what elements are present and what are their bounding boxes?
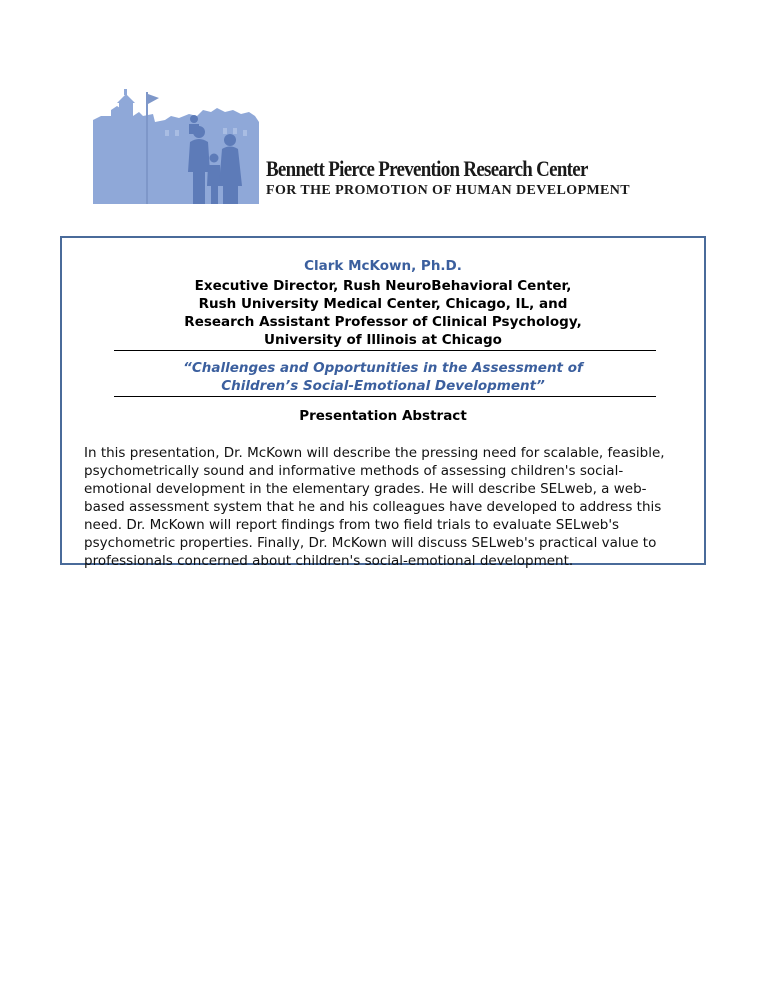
abstract-line: psychometric properties. Finally, Dr. McKown will discuss SELweb's practical value to: [84, 535, 657, 551]
abstract-line: In this presentation, Dr. McKown will describe the pressing need for scalable, feasible,: [84, 445, 665, 461]
divider-top: [114, 350, 656, 351]
divider-bottom: [114, 396, 656, 397]
abstract-body: [84, 444, 694, 570]
talk-title-line: “Challenges and Opportunities in the Assessment of: [183, 360, 583, 376]
organization-header: [93, 86, 631, 206]
organization-tagline: FOR THE PROMOTION OF HUMAN DEVELOPMENT: [266, 183, 631, 198]
organization-name: Bennett Pierce Prevention Research Center: [266, 156, 588, 181]
abstract-card: [60, 236, 706, 569]
speaker-affiliation-line: Research Assistant Professor of Clinical Psychology,: [184, 314, 582, 330]
speaker-affiliation: [62, 277, 704, 349]
abstract-line: professionals concerned about children's social-emotional development.: [84, 553, 574, 569]
speaker-affiliation-line: Executive Director, Rush NeuroBehavioral Center,: [194, 278, 572, 294]
abstract-line: emotional development in the elementary grades. He will describe SELweb, a web-: [84, 481, 647, 497]
abstract-line: based assessment system that he and his colleagues have developed to address this: [84, 499, 662, 515]
talk-title: [62, 359, 704, 395]
abstract-line: psychometrically sound and informative methods of assessing children's social-: [84, 463, 624, 479]
abstract-line: need. Dr. McKown will report findings from two field trials to evaluate SELweb's: [84, 517, 620, 533]
speaker-affiliation-line: University of Illinois at Chicago: [264, 332, 502, 348]
speaker-affiliation-line: Rush University Medical Center, Chicago, IL, and: [198, 296, 568, 312]
talk-title-line: Children’s Social-Emotional Development”: [221, 378, 545, 394]
speaker-name: Clark McKown, Ph.D.: [304, 258, 462, 274]
abstract-heading: Presentation Abstract: [299, 408, 467, 424]
family-campus-logo-icon: [93, 86, 261, 206]
